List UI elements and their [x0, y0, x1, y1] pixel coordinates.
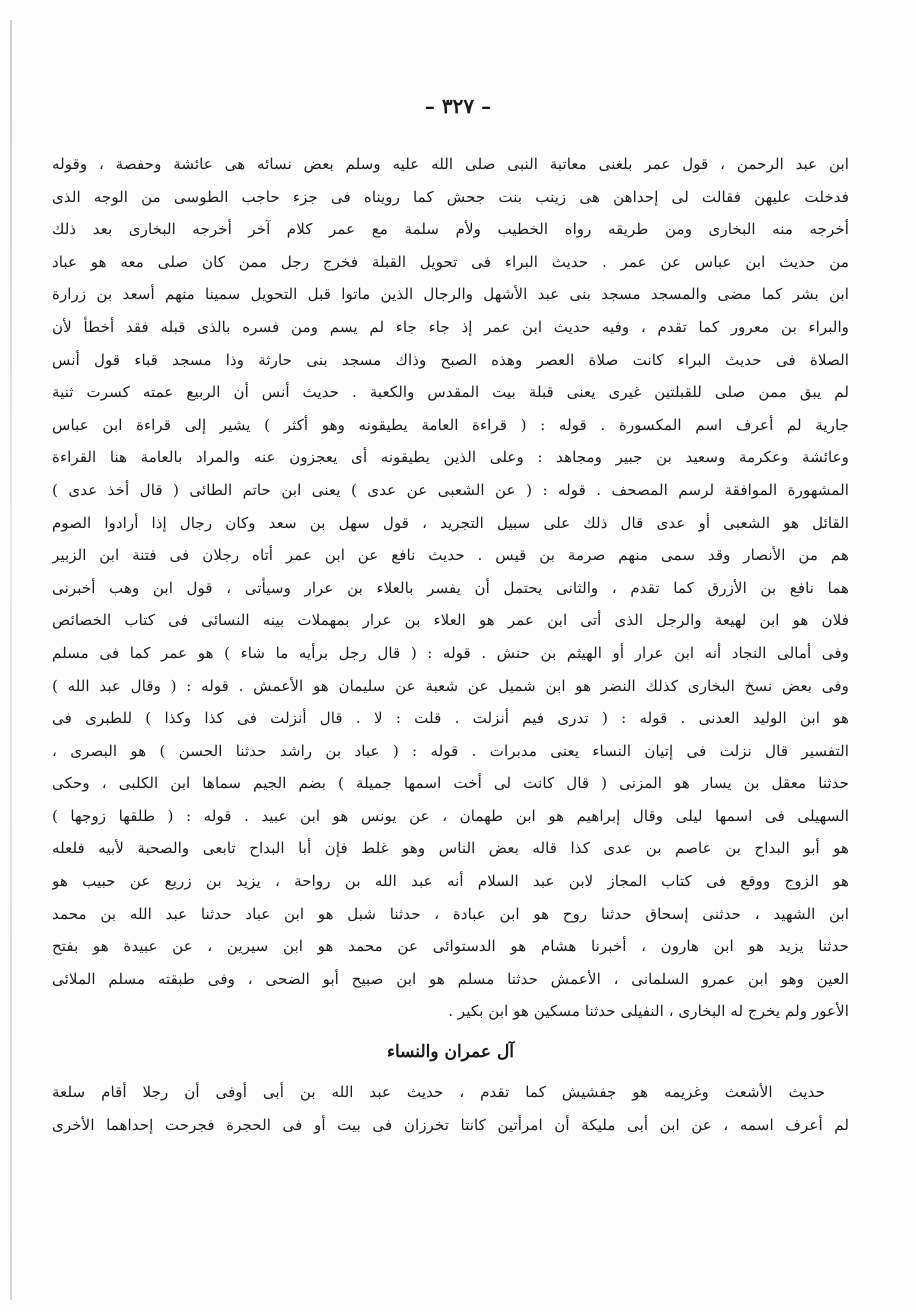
text-line: حديث الأشعث وغريمه هو جفشيش كما تقدم ، حديث عبد الله بن أبى أوفى أن رجلا أقام سلعة	[52, 1083, 825, 1102]
text-line: وفى أمالى النجاد أنه ابن عرار أو الهيثم بن حنش . قوله : ( قال رجل برأيه ما شاء ) هو عمر كما فى مسلم	[52, 643, 849, 662]
text-line: لم أعرف اسمه ، عن ابن أبى مليكة أن امرأتين كانتا تخرزان فى بيت أو فى الحجرة فجرحت إحداهما الأخرى	[52, 1115, 849, 1134]
text-line: والبراء بن معرور كما تقدم ، وفيه حديث ابن عمر إذ جاء جاء لم يسم ومن فسره بالذى قبله فقد أخطأ لأن	[52, 317, 849, 336]
text-line: حدثنا يزيد هو ابن هارون ، أخبرنا هشام هو الدستوائى عن محمد هو ابن سيرين ، عن عبيدة هو بفتح	[52, 937, 849, 956]
body-text	[52, 148, 849, 1141]
text-line: العين وهو ابن عمرو السلمانى ، الأعمش حدثنا مسلم هو ابن صبيح أبو الضحى ، وفى طبقته مسلم الملائى	[52, 969, 849, 988]
text-line: ابن عبد الرحمن ، قول عمر بلغنى معاتبة النبى صلى الله عليه وسلم بعض نسائه هى عائشة وحفصة ، وقوله	[52, 155, 849, 173]
text-line: ابن بشر كما مضى والمسجد مسجد بنى عبد الأشهل والرجال الذين ماتوا قبل التحويل سمينا منهم أسعد بن زرارة	[52, 285, 849, 304]
text-line: وفى بعض نسخ البخارى كذلك النضر هو ابن شميل عن شعبة عن سليمان هو الأعمش . قوله : ( وقال عبد الله )	[52, 676, 849, 695]
text-line: هما نافع بن الأزرق كما تقدم ، والثانى يحتمل أن يفسر بالعلاء بن عرار وسيأتى ، قول ابن وهب أخبرنى	[52, 578, 849, 597]
text-line: وعائشة وعكرمة وسعيد بن جبير ومجاهد : وعلى الذين يطيقونه أى يعجزون عنه والمراد بالعامة هنا القراءة	[52, 448, 849, 467]
text-line: ابن الشهيد ، حدثنى إسحاق حدثنا روح هو ابن عبادة ، حدثنا شبل هو ابن عباد حدثنا عبد الله بن محمد	[52, 904, 849, 923]
text-line: حدثنا معقل بن يسار هو المزنى ( قال كانت لى أخت اسمها جميلة ) بضم الجيم سماها ابن الكلبى ، وحكى	[52, 774, 849, 793]
text-line: التفسير قال نزلت فى إتيان النساء يعنى مدبرات . قوله : ( عباد بن راشد حدثنا الحسن ) هو البصرى ،	[52, 741, 849, 760]
text-line: هو ابن الوليد العدنى . قوله : ( تدرى فيم أنزلت . قلت : لا . قال أنزلت فى كذا وكذا ) للطبرى فى	[52, 709, 849, 728]
text-line: الأعور ولم يخرج له البخارى ، النفيلى حدثنا مسكين هو ابن بكير .	[448, 1002, 849, 1021]
text-line: لم يبق ممن صلى للقبلتين غيرى يعنى قبلة بيت المقدس والكعبة . حديث أنس أن الربيع عمته كسرت ثنية	[52, 383, 849, 402]
text-line: السهيلى فى اسمها ليلى وقال إبراهيم هو ابن طهمان ، عن يونس هو ابن عبيد . قوله : ( طلقها زوجها )	[52, 806, 849, 825]
text-line: الصلاة فى حديث البراء كانت صلاة العصر وهذه الصبح وذاك مسجد بنى حارثة وذا مسجد قباء قول أنس	[52, 350, 849, 369]
text-line: من حديث ابن عباس عن عمر . حديث البراء فى تحويل القبلة فخرج رجل ممن كان صلى معه هو عباد	[52, 252, 849, 271]
text-line: هو أبو البداح بن عاصم بن عدى كذا قاله بعض الناس وهو غلط فإن أبا البداح تابعى والصحبة لأبيه فلعله	[52, 839, 849, 858]
text-line: فدخلت عليهن فقالت لى إحداهن هى زينب بنت جحش كما رويناه فى جزء حاجب الطوسى من الوجه الذى	[52, 187, 849, 206]
text-line: فلان هو ابن لهيعة والرجل الذى أتى ابن عمر هو العلاء بن عرار بمهملات بينه النسائى فى كتاب الخصائص	[52, 611, 849, 630]
text-line: هو الزوج ووقع فى كتاب المجاز لابن عبد السلام أنه عبد الله بن رواحة ، يزيد بن زريع عن حبيب هو	[52, 872, 849, 891]
text-line: القائل هو الشعبى أو عدى قال ذلك على سبيل التجريد ، قول سهل بن سعد وكان رجال إذا أرادوا الصوم	[52, 513, 849, 532]
section-heading: آل عمران والنساء	[386, 1042, 515, 1063]
page-number: – ٣٢٧ –	[424, 94, 492, 118]
text-line: أخرجه منه البخارى ومن طريقه رواه الخطيب ولأم سلمة مع عمر كلام آخر أخرجه البخارى بعد ذلك	[52, 220, 849, 239]
text-line: جارية لم أعرف اسم المكسورة . قوله : ( قراءة العامة يطيقونه وهو أكثر ) يشير إلى قراءة ابن عباس	[52, 415, 849, 434]
page-edge-line	[10, 20, 12, 1300]
text-line: المشهورة الموافقة لرسم المصحف . قوله : ( عن الشعبى عن عدى ) يعنى ابن حاتم الطائى ( قال أخذ عدى )	[52, 480, 849, 499]
text-line: هم من الأنصار وقد سمى منهم صرمة بن قيس . حديث نافع عن ابن عمر أتاه رجلان فى فتنة ابن الزبير	[52, 546, 849, 565]
